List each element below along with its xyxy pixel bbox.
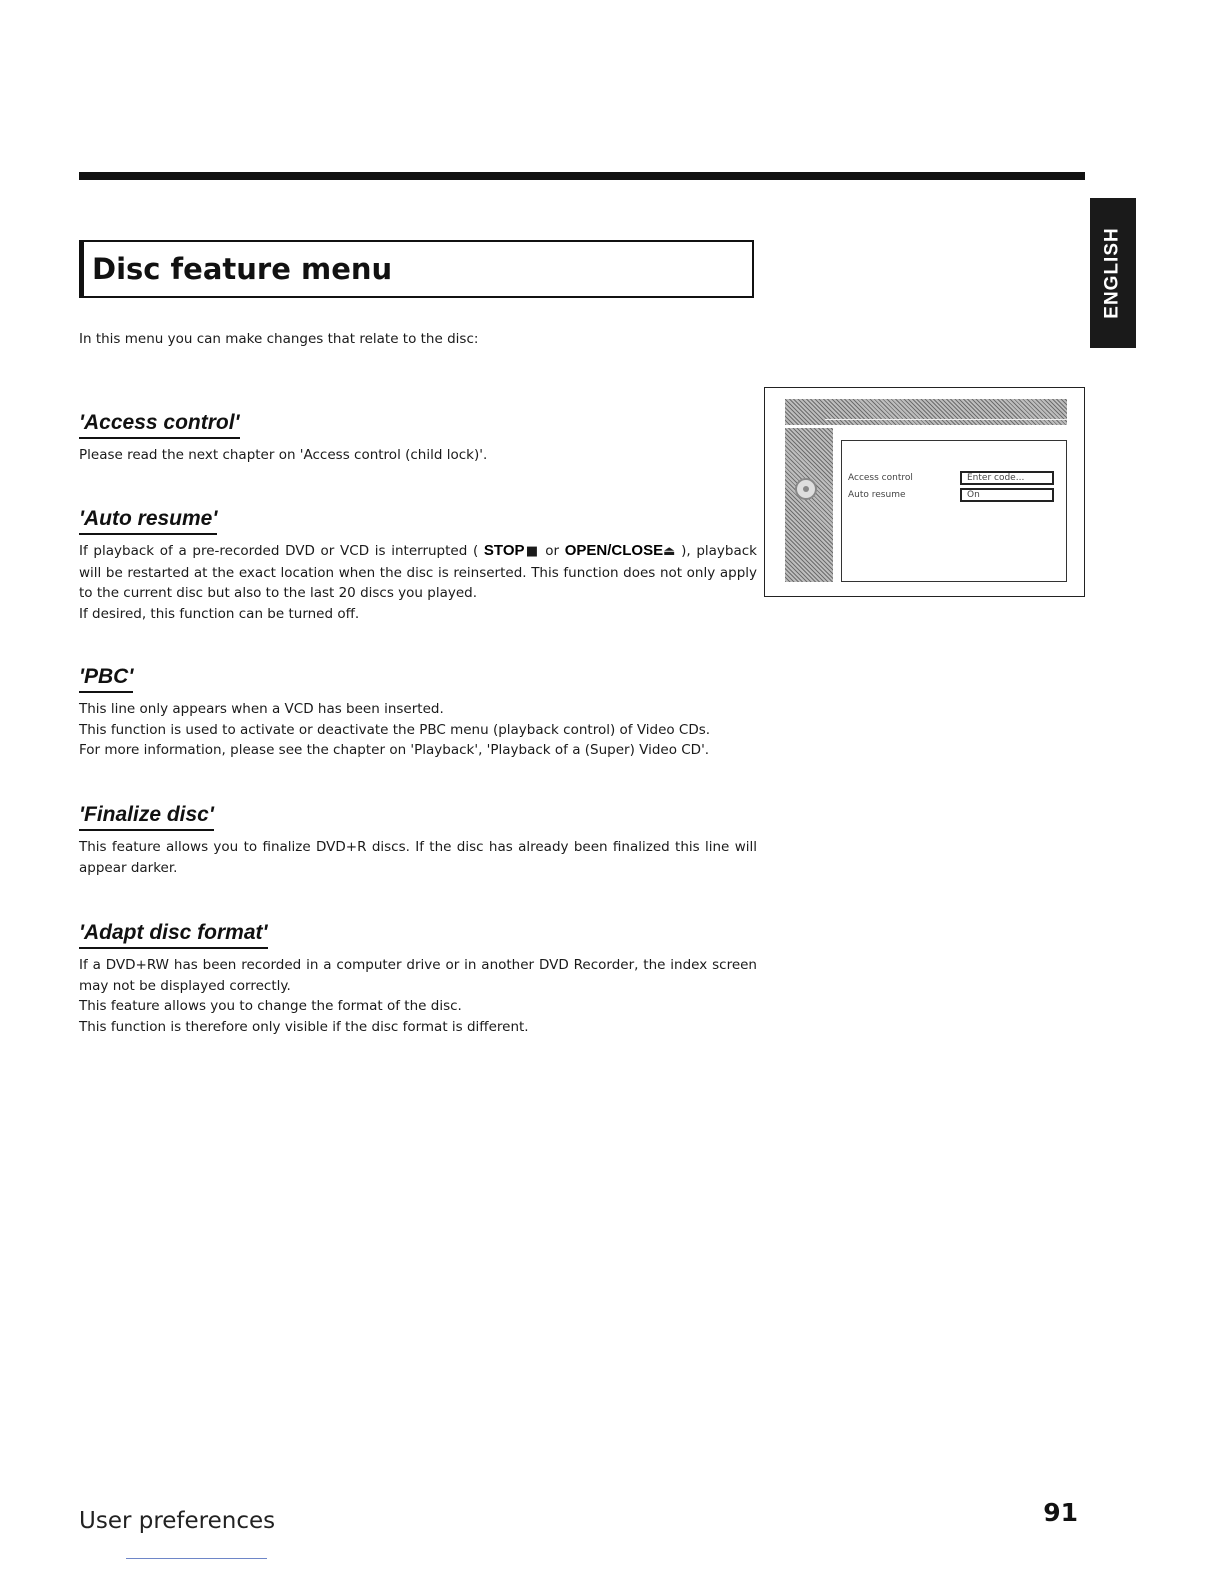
section-text — [79, 541, 757, 604]
screen-header-bar — [785, 399, 1067, 425]
open-close-key-label: OPEN/CLOSE — [564, 542, 664, 559]
language-tab-label: ENGLISH — [1102, 227, 1124, 319]
section-line: This function is therefore only visible if the disc format is different. — [79, 1019, 529, 1036]
section-access-control — [79, 411, 757, 466]
menu-item-auto-resume: Auto resume — [848, 490, 906, 500]
section-line: For more information, please see the chapter on 'Playback', 'Playback of a (Super) Video CD'. — [79, 742, 710, 759]
section-adapt-disc-format — [79, 921, 757, 1038]
title-box — [79, 240, 754, 298]
section-line: This function is used to activate or deactivate the PBC menu (playback control) of Video CDs. — [79, 721, 711, 738]
text-part: If playback of a pre-recorded DVD or VCD is interrupted ( — [79, 543, 479, 559]
section-heading: 'Auto resume' — [79, 507, 217, 535]
section-pbc — [79, 665, 757, 761]
section-text: Please read the next chapter on 'Access control (child lock)'. — [79, 447, 488, 463]
footer-rule — [126, 1558, 267, 1559]
top-rule — [79, 172, 1085, 180]
screen-menu-panel — [841, 440, 1067, 582]
menu-item-access-control: Access control — [848, 473, 913, 483]
intro-text: In this menu you can make changes that relate to the disc: — [79, 331, 479, 347]
section-line: If a DVD+RW has been recorded in a computer drive or in another DVD Recorder, the index screen may not be displayed correctly. — [79, 957, 757, 994]
menu-value-access-control: Enter code... — [960, 471, 1054, 485]
section-line: This feature allows you to change the format of the disc. — [79, 998, 462, 1015]
section-text: This feature allows you to finalize DVD+R discs. If the disc has already been finalized this line will appear darker. — [79, 839, 757, 876]
section-heading: 'PBC' — [79, 665, 133, 693]
page-title: Disc feature menu — [92, 252, 393, 286]
page-number: 91 — [1043, 1498, 1078, 1527]
stop-icon: ■ — [524, 544, 540, 559]
section-heading: 'Adapt disc format' — [79, 921, 268, 949]
section-line: This line only appears when a VCD has been inserted. — [79, 701, 444, 717]
section-heading: 'Finalize disc' — [79, 803, 214, 831]
section-auto-resume — [79, 507, 757, 625]
menu-screenshot — [764, 387, 1085, 597]
disc-icon — [795, 478, 817, 500]
menu-value-auto-resume: On — [960, 488, 1054, 502]
text-or: or — [545, 543, 560, 559]
screen-sidebar — [785, 428, 833, 582]
section-finalize-disc — [79, 803, 757, 878]
section-text: If desired, this function can be turned off. — [79, 606, 360, 623]
stop-key-label: STOP — [483, 542, 525, 559]
eject-icon: ⏏ — [663, 544, 676, 559]
language-tab — [1090, 198, 1136, 348]
section-heading: 'Access control' — [79, 411, 240, 439]
footer-section-title: User preferences — [79, 1508, 276, 1534]
text-part: ), playback will be restarted at the exact location when the disc is reinserted. This function does not only apply to the current disc but also to the last 20 discs you played. — [79, 543, 757, 602]
